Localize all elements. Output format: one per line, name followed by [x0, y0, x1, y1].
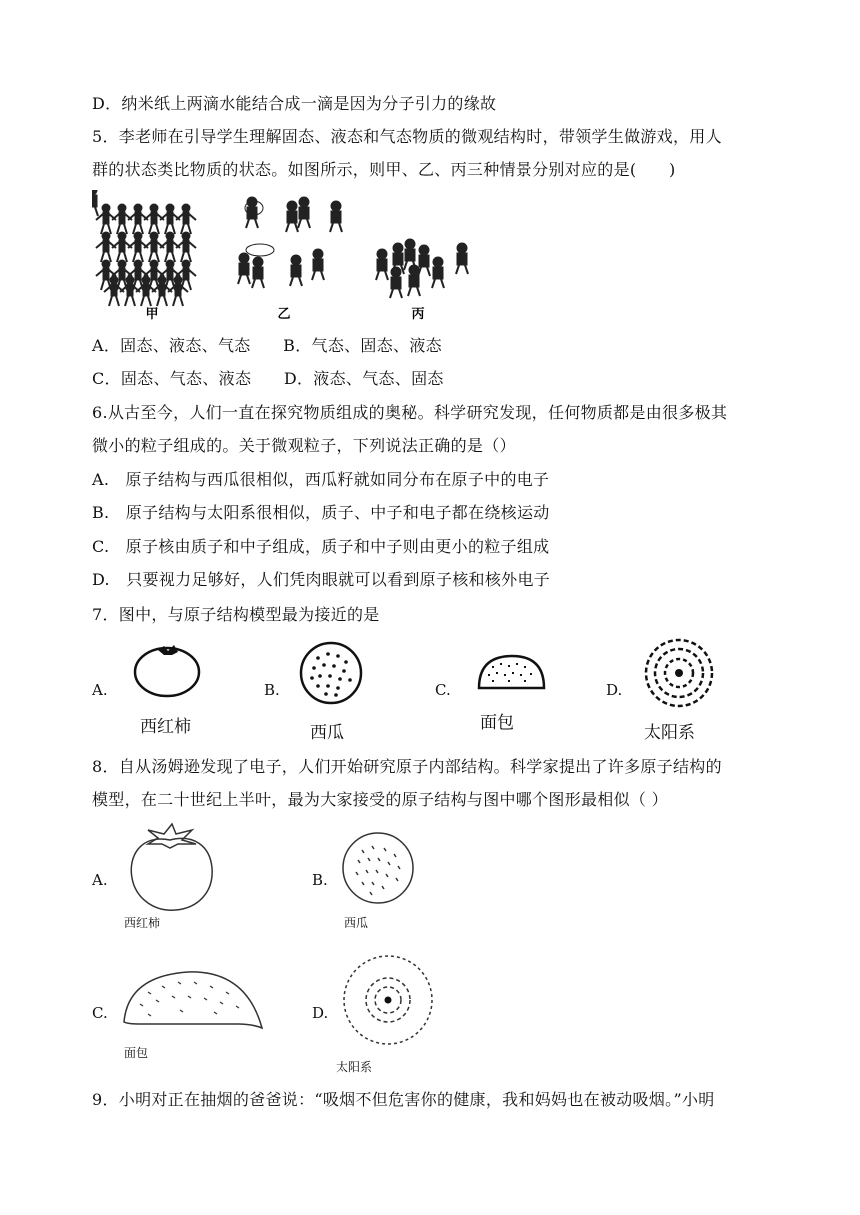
q7-tomato-image [128, 640, 208, 700]
crowd-solid-image [96, 204, 196, 306]
q8-tomato-image [120, 822, 220, 917]
crowd-liquid-image [376, 239, 468, 298]
q8-option-a-letter: A. [92, 871, 108, 889]
q7-option-b-letter: B. [264, 681, 280, 699]
q4-option-d: D．纳米纸上两滴水能结合成一滴是因为分子引力的缘故 [92, 94, 497, 113]
q7-caption-bread: 面包 [480, 713, 514, 733]
q6-stem-line2: 微小的粒子组成的。关于微观粒子，下列说法正确的是（） [92, 436, 516, 455]
caption-jia: 甲 [145, 307, 159, 322]
q7-option-a-letter: A. [92, 681, 108, 699]
q6-option-a: A. 原子结构与西瓜很相似，西瓜籽就如同分布在原子中的电子 [92, 470, 550, 489]
q7-caption-watermelon: 西瓜 [310, 723, 344, 743]
q5-options-ab: A．固态、液态、气态 B．气态、固态、液态 [92, 336, 442, 355]
caption-yi: 乙 [277, 307, 291, 322]
q7-caption-tomato: 西红柿 [140, 717, 191, 737]
q5-crowd-figure [92, 190, 472, 326]
q6-option-b: B. 原子结构与太阳系很相似，质子、中子和电子都在绕核运动 [92, 503, 550, 522]
q8-solar-system-image [338, 952, 438, 1052]
q7-option-c-letter: C. [435, 681, 451, 699]
q5-stem-line1: 5．李老师在引导学生理解固态、液态和气态物质的微观结构时，带领学生做游戏，用人 [92, 127, 722, 146]
q7-solar-system-image [642, 636, 716, 710]
q8-option-d-letter: D. [312, 1004, 329, 1022]
q8-stem-line2: 模型，在二十世纪上半叶，最为大家接受的原子结构与图中哪个图形最相似（ ） [92, 790, 668, 809]
q5-stem-line2: 群的状态类比物质的状态。如图所示，则甲、乙、丙三种情景分别对应的是( ) [92, 160, 676, 179]
q7-option-d-letter: D. [606, 681, 623, 699]
q9-stem: 9．小明对正在抽烟的爸爸说：“吸烟不但危害你的健康，我和妈妈也在被动吸烟。”小明 [92, 1090, 715, 1109]
caption-bing: 丙 [411, 307, 425, 322]
q8-watermelon-image [340, 830, 420, 910]
q8-caption-solar-system: 太阳系 [336, 1060, 373, 1074]
q8-option-c-letter: C. [92, 1004, 108, 1022]
q5-options-cd: C．固态、气态、液态 D．液态、气态、固态 [92, 369, 444, 388]
q7-bread-image [474, 650, 548, 694]
q6-option-d: D. 只要视力足够好，人们凭肉眼就可以看到原子核和核外电子 [92, 570, 551, 589]
q6-option-c: C. 原子核由质子和中子组成，质子和中子则由更小的粒子组成 [92, 537, 550, 556]
q8-caption-watermelon: 西瓜 [344, 916, 369, 930]
q8-caption-bread: 面包 [124, 1046, 149, 1060]
q8-bread-image [118, 962, 268, 1042]
q6-stem-line1: 6.从古至今，人们一直在探究物质组成的奥秘。科学研究发现，任何物质都是由很多极其 [92, 403, 728, 422]
q8-stem-line1: 8．自从汤姆逊发现了电子，人们开始研究原子内部结构。科学家提出了许多原子结构的 [92, 757, 722, 776]
q7-stem: 7．图中，与原子结构模型最为接近的是 [92, 605, 380, 624]
q8-option-b-letter: B. [312, 871, 328, 889]
q7-caption-solar-system: 太阳系 [644, 723, 695, 743]
q8-caption-tomato: 西红柿 [124, 916, 161, 930]
q7-watermelon-image [298, 640, 368, 710]
